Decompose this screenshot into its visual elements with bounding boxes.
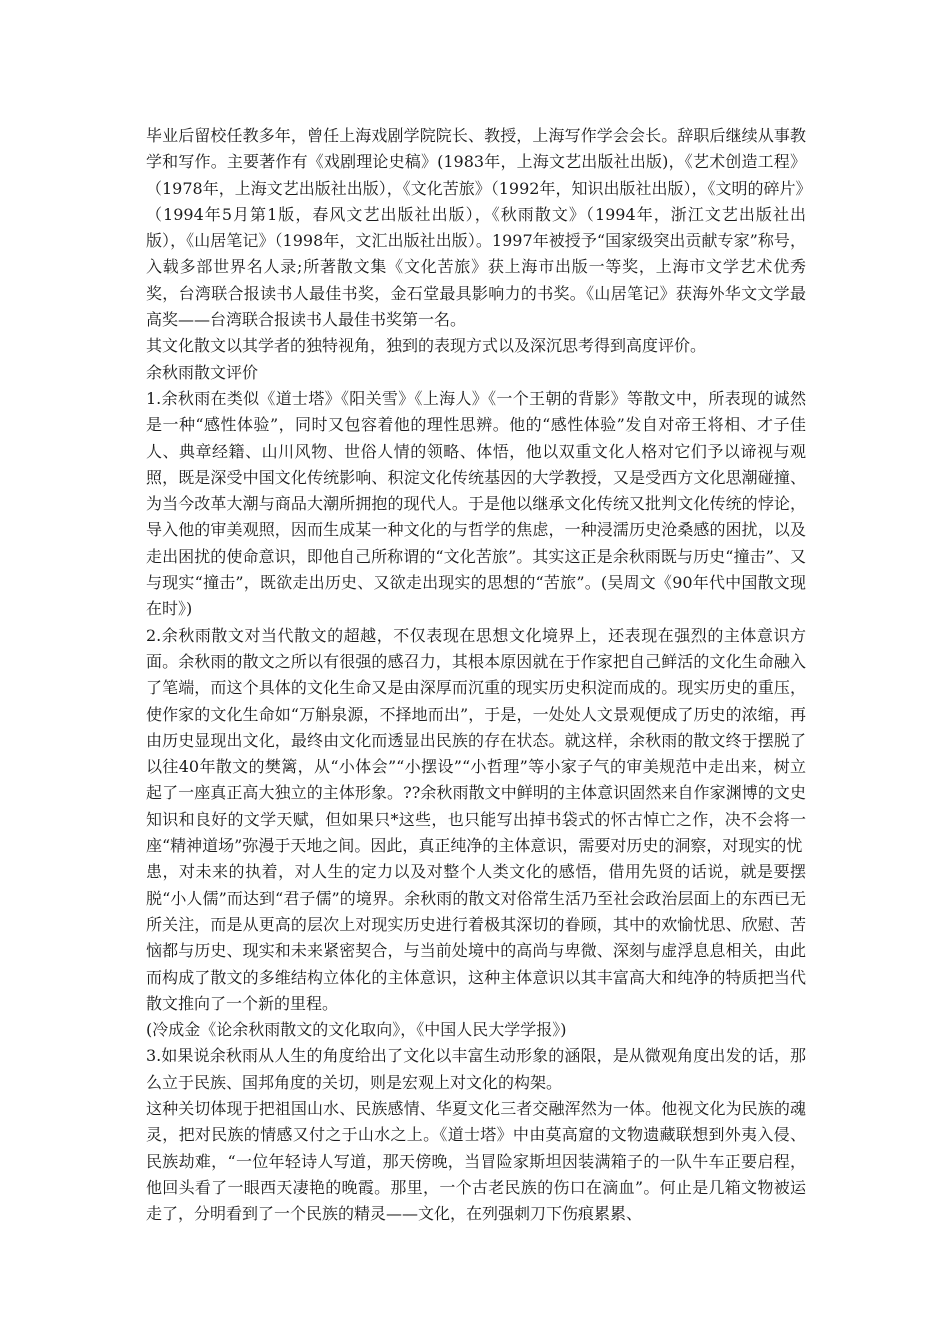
paragraph-review-3-continued: 这种关切体现于把祖国山水、民族感情、华夏文化三者交融浑然为一体。他视文化为民族的魂灵，把对民族的情感又付之于山水之上。《道士塔》中由莫高窟的文物遗藏联想到外夷入侵、民族劫难，“一位年轻诗人写道，那天傍晚，当冒险家斯坦因装满箱子的一队牛车正要启程，他回头看了一眼西天凄艳的晚霞。那里，一个古老民族的伤口在滴血”。何止是几箱文物被运走了，分明看到了一个民族的精灵——文化，在列强刺刀下伤痕累累、 <box>146 1098 806 1224</box>
paragraph-review-1: 1.余秋雨在类似《道士塔》《阳关雪》《上海人》《一个王朝的背影》等散文中，所表现的诚然是一种“感性体验”，同时又包容着他的理性思辨。他的“感性体验”发自对帝王将相、才子佳人、典章经籍、山川风物、世俗人情的领略、体悟，他以双重文化人格对它们予以谛视与观照，既是深受中国文化传统影响、积淀文化传统基因的大学教授，又是受西方文化思潮碰撞、为当今改革大潮与商品大潮所拥抱的现代人。于是他以继承文化传统又批判文化传统的悖论，导入他的审美观照，因而生成某一种文化的与哲学的焦虑，一种浸濡历史沧桑感的困扰，以及走出困扰的使命意识，即他自己所称谓的“文化苦旅”。其实这正是余秋雨既与历史“撞击”、又与现实“撞击”，既欲走出历史、又欲走出现实的思想的“苦旅”。(吴周文《90年代中国散文现在时》) <box>146 388 806 619</box>
paragraph-review-2-citation: (冷成金《论余秋雨散文的文化取向》，《中国人民大学学报》) <box>146 1020 567 1040</box>
document-body <box>146 123 812 1227</box>
paragraph-author-bio: 毕业后留校任教多年，曾任上海戏剧学院院长、教授，上海写作学会会长。辞职后继续从事教学和写作。主要著作有《戏剧理论史稿》(1983年，上海文艺出版社出版)，《艺术创造工程》（1978年，上海文艺出版社出版），《文化苦旅》（1992年，知识出版社出版），《文明的碎片》 <box>146 126 812 198</box>
paragraph-review-3: 3.如果说余秋雨从人生的角度给出了文化以丰富生动形象的涵限，是从微观角度出发的话，那么立于民族、国邦角度的关切，则是宏观上对文化的构架。 <box>146 1046 806 1092</box>
paragraph-review-2-continued: 患，对未来的执着，对人生的定力以及对整个人类文化的感悟，借用先贤的话说，就是要摆脱“小人儒”而达到“君子儒”的境界。余秋雨的散文对俗常生活乃至社会政治层面上的东西已无所关注，而是从更高的层次上对现实历史进行着极其深切的眷顾，其中的欢愉忧思、欣慰、苦恼都与历史、现实和未来紧密契合，与当前处境中的高尚与卑微、深刻与虚浮息息相关，由此而构成了散文的多维结构立体化的主体意识，这种主体意识以其丰富高大和纯净的特质把当代散文推向了一个新的里程。 <box>146 862 806 1013</box>
paragraph-evaluation-summary: 其文化散文以其学者的独特视角，独到的表现方式以及深沉思考得到高度评价。 <box>146 336 707 356</box>
paragraph-review-2: 2.余秋雨散文对当代散文的超越，不仅表现在思想文化境界上，还表现在强烈的主体意识方面。余秋雨的散文之所以有很强的感召力，其根本原因就在于作家把自己鲜活的文化生命融入了笔端，而这个具体的文化生命又是由深厚而沉重的现实历史积淀而成的。现实历史的重压，使作家的文化生命如“万斛泉源，不择地而出”，于是，一处处人文景观便成了历史的浓缩，再由历史显现出文化，最终由文化而透显出民族的存在状态。就这样，余秋雨的散文终于摆脱了以往40年散文的樊篱，从“小体会”“小摆设”“小哲理”等小家子气的审美规范中走出来，树立起了一座真正高大独立的主体形象。??余秋雨散文中鲜明的主体意识固然来自作家渊博的文史知识和良好的文学天赋，但如果只*这些，也只能写出掉书袋式的怀古悼亡之作，决不会将一座“精神道场”弥漫于天地之间。因此，真正纯净的主体意识，需要对历史的洞察，对现实的忧 <box>146 625 806 856</box>
section-heading-evaluation: 余秋雨散文评价 <box>146 362 259 382</box>
paragraph-publications-awards: （1994年5月第1版，春风文艺出版社出版），《秋雨散文》（1994年，浙江文艺出版社出版），《山居笔记》（1998年，文汇出版社出版）。1997年被授予“国家级突出贡献专家”称号，入载多部世界名人录;所著散文集《文化苦旅》获上海市出版一等奖，上海市文学艺术优秀奖，台湾联合报读书人最佳书奖，金石堂最具影响力的书奖。《山居笔记》获海外华文文学最高奖——台湾联合报读书人最佳书奖第一名。 <box>146 204 806 330</box>
